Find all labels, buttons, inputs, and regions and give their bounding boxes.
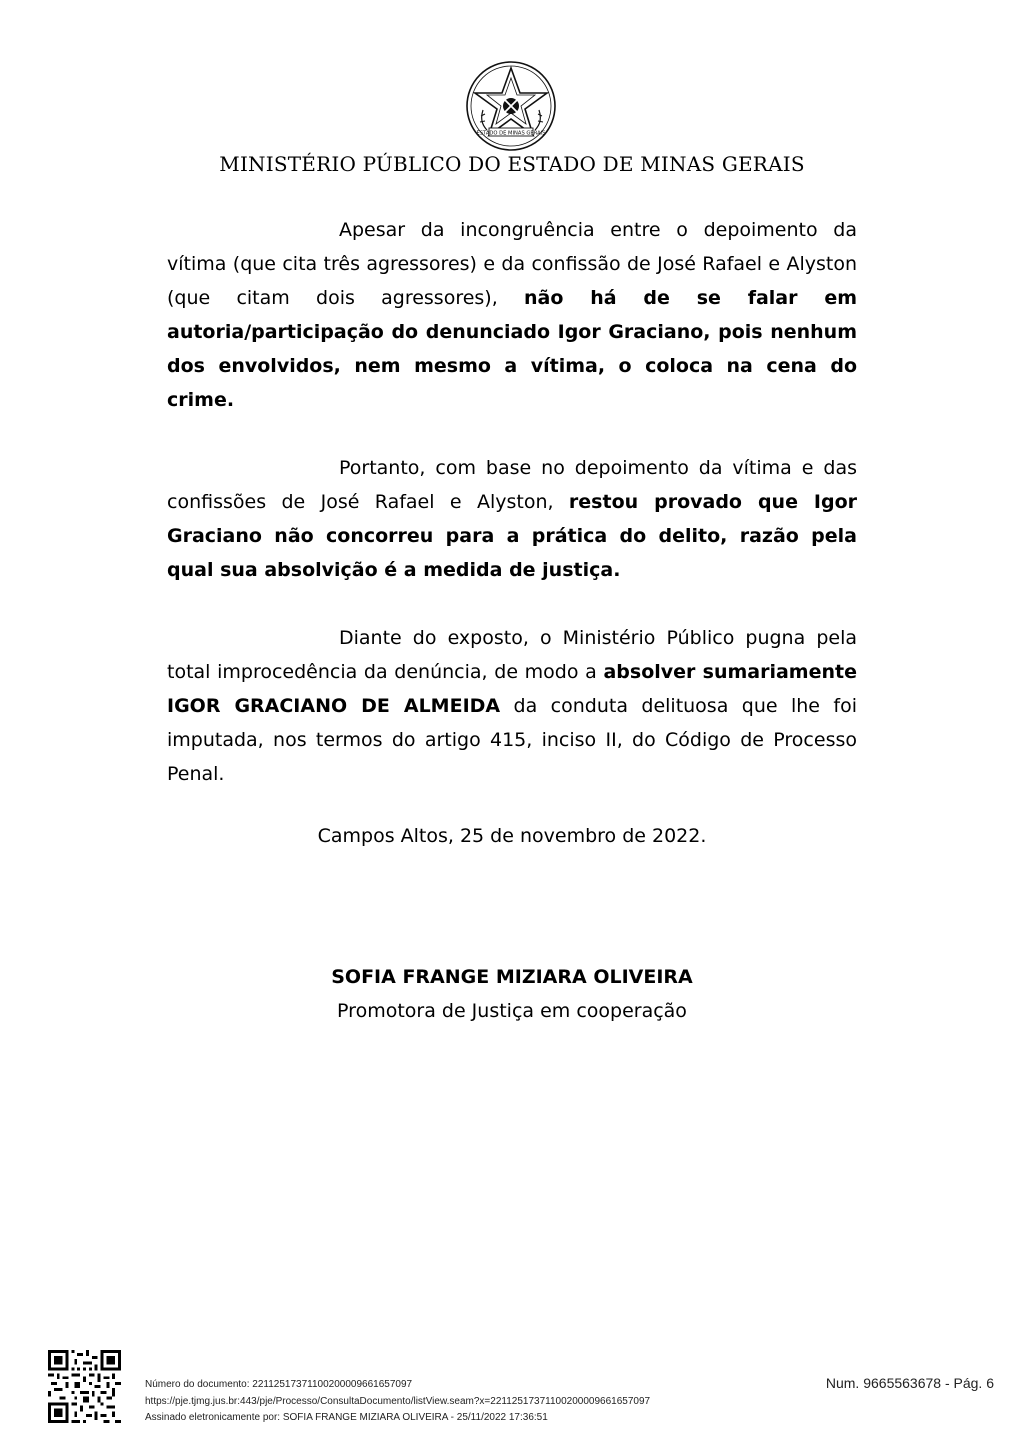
document-url-link[interactable]: https://pje.tjmg.jus.br:443/pje/Processo/ConsultaDocumento/listView.seam?x=22112517371100200009661657097 <box>145 1395 651 1407</box>
state-seal-emblem <box>465 60 557 152</box>
paragraph-2 <box>167 451 857 587</box>
paragraph-2-bold: restou provado que Igor Graciano não concorreu para a prática do delito, razão pela qual sua absolvição é a medida de justiça. <box>167 491 858 581</box>
footer-metadata <box>145 1377 650 1427</box>
paragraph-1-bold: não há de se falar em autoria/participação do denunciado Igor Graciano, pois nenhum dos envolvidos, nem mesmo a vítima, o coloca na cena do crime. <box>167 287 858 411</box>
electronic-signature-info: Assinado eletronicamente por: SOFIA FRANGE MIZIARA OLIVEIRA - 25/11/2022 17:36:51 <box>145 1412 548 1423</box>
paragraph-1-text: Apesar da incongruência entre o depoimento da vítima (que cita três agressores) e da confissão de José Rafael e Alyston (que citam dois agressores), <box>167 219 857 309</box>
document-number: Número do documento: 22112517371100200009661657097 <box>145 1379 413 1390</box>
paragraph-3 <box>167 621 857 791</box>
page-header-title: MINISTÉRIO PÚBLICO DO ESTADO DE MINAS GERAIS <box>219 152 805 176</box>
paragraph-2-text: Portanto, com base no depoimento da vítima e das confissões de José Rafael e Alyston, <box>167 457 857 513</box>
page-number: Num. 9665563678 - Pág. 6 <box>825 1375 994 1391</box>
paragraph-3-bold: absolver sumariamente IGOR GRACIANO DE ALMEIDA <box>167 661 857 717</box>
paragraph-1 <box>167 213 857 417</box>
signatory-name: SOFIA FRANGE MIZIARA OLIVEIRA <box>331 966 693 988</box>
seal-label: ESTADO DE MINAS GERAIS <box>476 130 546 137</box>
date-line: Campos Altos, 25 de novembro de 2022. <box>317 825 707 847</box>
paragraph-3-text: Diante do exposto, o Ministério Público pugna pela total improcedência da denúncia, de modo a <box>167 627 857 683</box>
qr-code[interactable] <box>48 1350 121 1423</box>
signatory-role: Promotora de Justiça em cooperação <box>337 1000 687 1022</box>
paragraph-3-text-after: da conduta delituosa que lhe foi imputada, nos termos do artigo 415, inciso II, do Código de Processo Penal. <box>167 695 857 785</box>
